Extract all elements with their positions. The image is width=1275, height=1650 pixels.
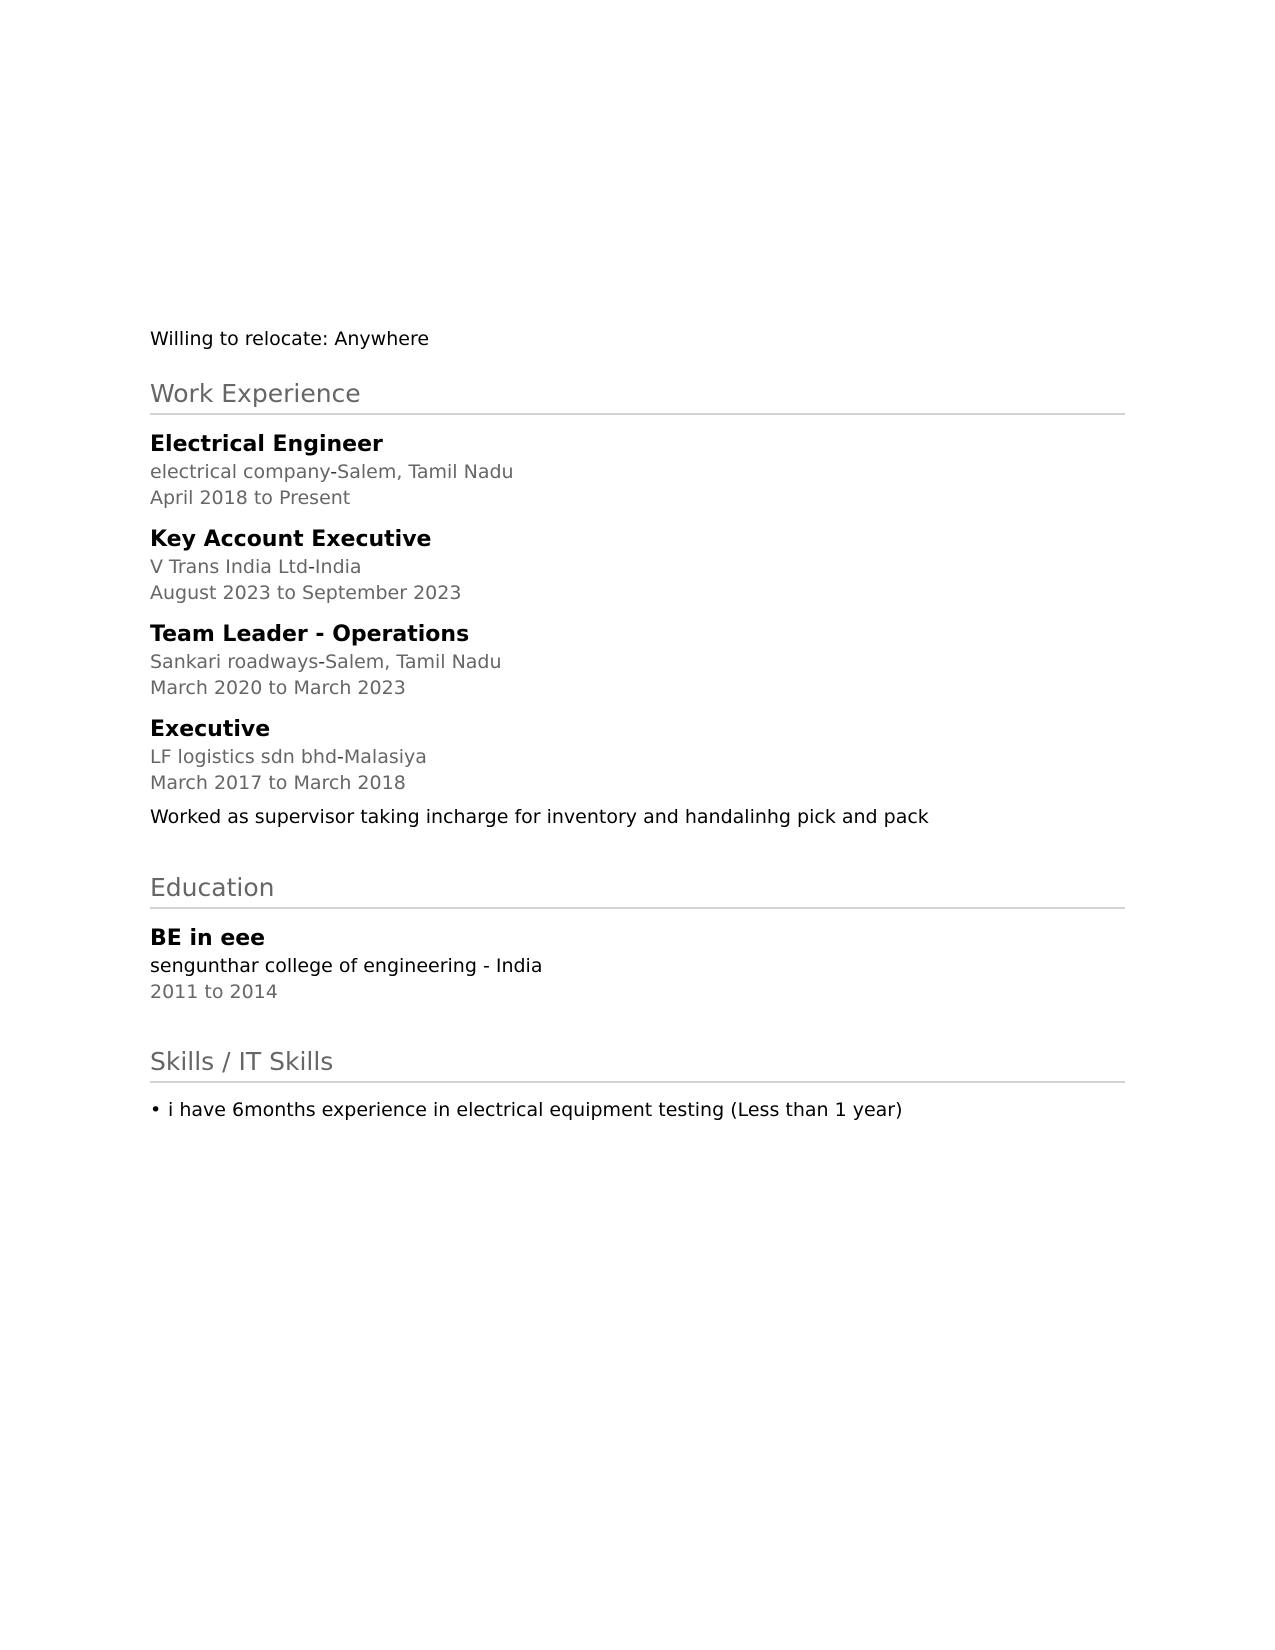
- job-location: India: [314, 556, 362, 578]
- education-heading: Education: [150, 873, 275, 902]
- work-experience-divider: [150, 413, 1125, 415]
- job-location: Salem, Tamil Nadu: [337, 461, 514, 483]
- job-title: Key Account Executive: [150, 527, 432, 552]
- job-dates: March 2017 to March 2018: [150, 772, 406, 794]
- skill-text: i have 6months experience in electrical equipment testing (Less than 1 year): [168, 1099, 903, 1121]
- relocation-line: Willing to relocate: Anywhere: [150, 328, 430, 350]
- job-dates: April 2018 to Present: [150, 487, 351, 509]
- job-company-location: Sankari roadways-Salem, Tamil Nadu: [150, 651, 502, 673]
- job-title: Executive: [150, 717, 271, 742]
- job-location: Malasiya: [343, 746, 427, 768]
- skill-list-item: [150, 1097, 903, 1123]
- job-company: electrical company: [150, 461, 331, 483]
- job-company: Sankari roadways: [150, 651, 319, 673]
- job-title: Electrical Engineer: [150, 432, 383, 457]
- institution: sengunthar college of engineering - India: [150, 955, 543, 977]
- degree-title: BE in eee: [150, 926, 266, 951]
- job-location: Salem, Tamil Nadu: [325, 651, 502, 673]
- job-company: V Trans India Ltd: [150, 556, 309, 578]
- job-company: LF logistics sdn bhd: [150, 746, 338, 768]
- job-company-location: LF logistics sdn bhd-Malasiya: [150, 746, 427, 768]
- job-company-location: electrical company-Salem, Tamil Nadu: [150, 461, 514, 483]
- education-dates: 2011 to 2014: [150, 981, 278, 1003]
- job-description: Worked as supervisor taking incharge for inventory and handalinhg pick and pack: [150, 806, 929, 828]
- job-dates: August 2023 to September 2023: [150, 582, 462, 604]
- skills-divider: [150, 1081, 1125, 1083]
- education-divider: [150, 907, 1125, 909]
- job-title: Team Leader - Operations: [150, 622, 470, 647]
- skills-heading: Skills / IT Skills: [150, 1047, 334, 1076]
- bullet-icon: •: [150, 1099, 162, 1121]
- work-experience-heading: Work Experience: [150, 379, 361, 408]
- job-company-location: V Trans India Ltd-India: [150, 556, 362, 578]
- job-dates: March 2020 to March 2023: [150, 677, 406, 699]
